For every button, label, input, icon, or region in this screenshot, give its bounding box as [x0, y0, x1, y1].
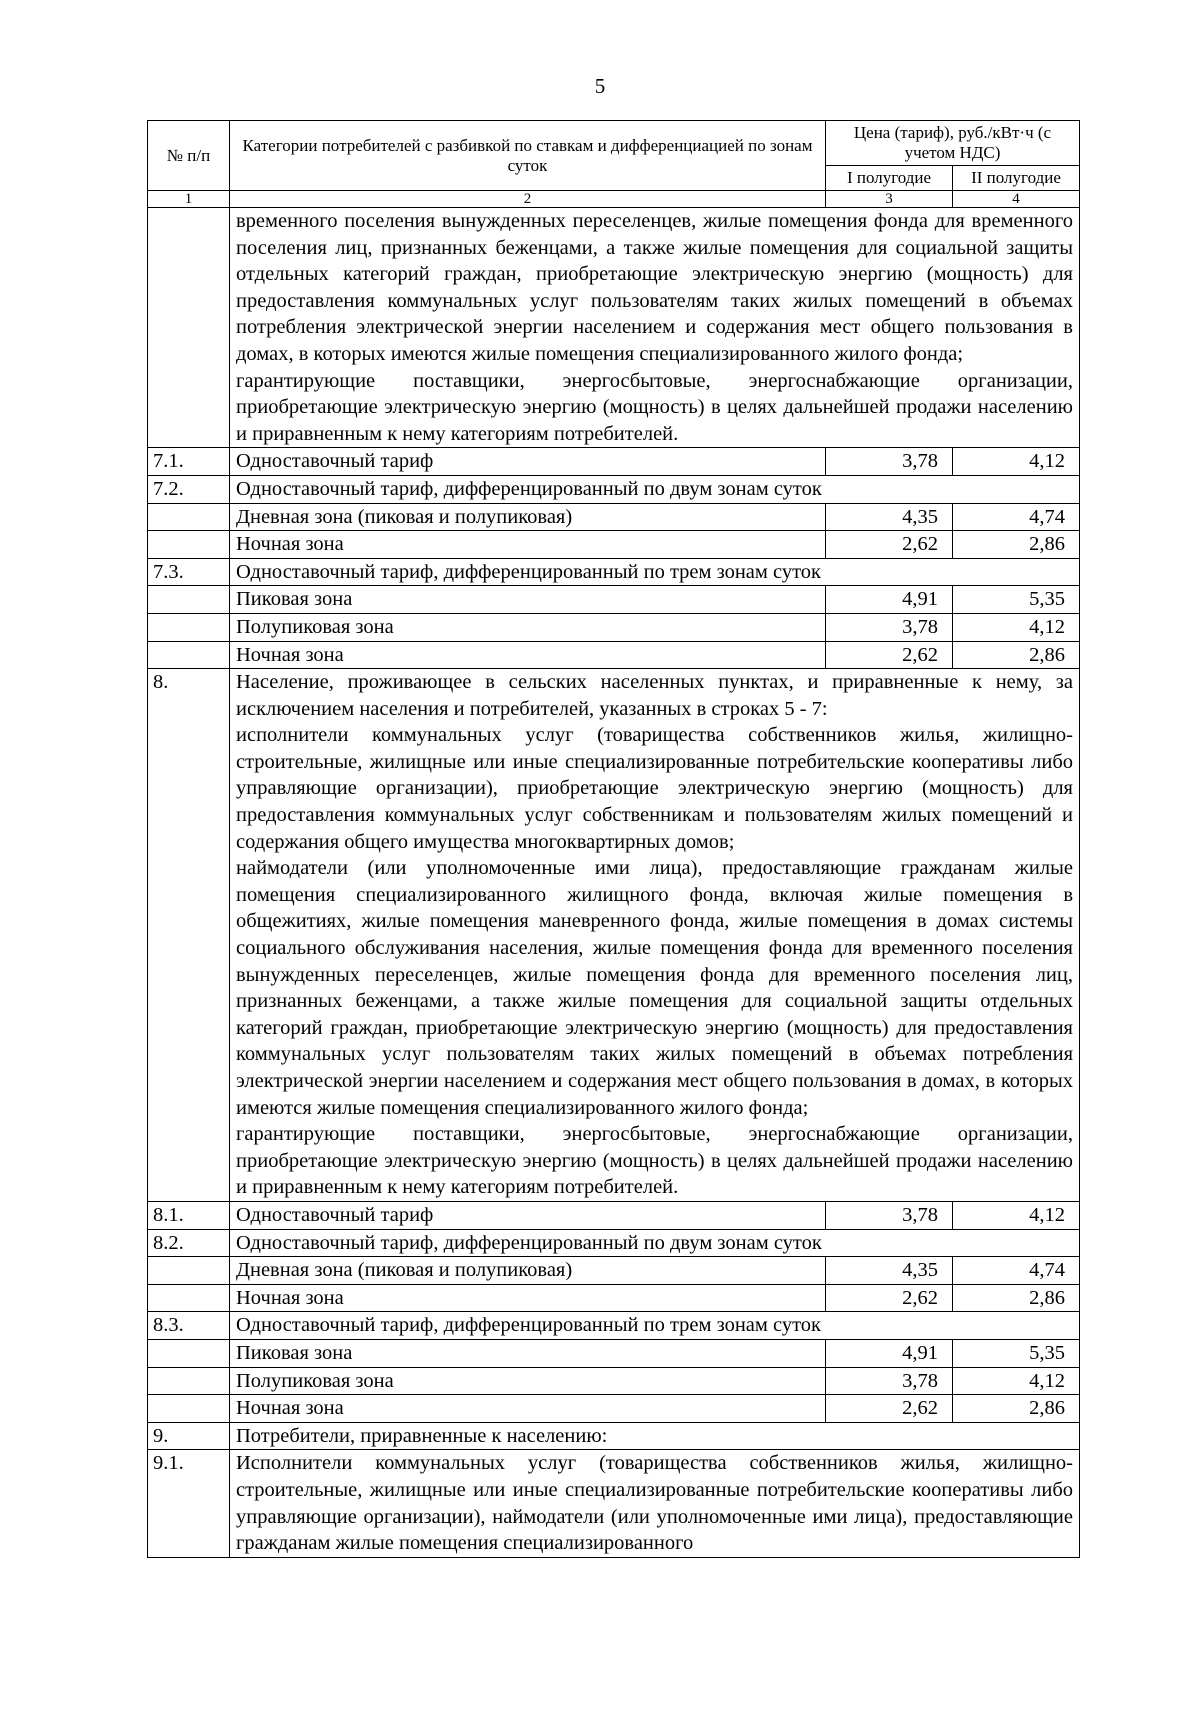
colnum-4: 4 — [953, 191, 1080, 208]
tariff-label: Дневная зона (пиковая и полупиковая) — [230, 1257, 826, 1285]
row-number: 8.2. — [148, 1229, 230, 1257]
row-number: 8.3. — [148, 1312, 230, 1340]
paragraph: гарантирующие поставщики, энергосбытовые, энергоснабжающие организации, приобретающие электрическую энергию (мощность) в целях дальнейшей продажи населению и приравненным к нему категориям потребителей. — [236, 369, 1073, 445]
price-half-1: 4,91 — [826, 1339, 953, 1367]
price-half-2: 4,74 — [953, 503, 1080, 531]
row-number — [148, 1395, 230, 1423]
table-row — [148, 1229, 1080, 1257]
category-description — [230, 669, 1080, 1202]
category-description — [230, 1450, 1080, 1557]
price-half-2: 2,86 — [953, 641, 1080, 669]
row-number — [148, 1284, 230, 1312]
tariff-label: Пиковая зона — [230, 1339, 826, 1367]
row-number — [148, 208, 230, 448]
paragraph: наймодатели (или уполномоченные ими лица), предоставляющие гражданам жилые помещения специализированного жилищного фонда, включая жилые помещения в общежитиях, жилые помещения маневренного фонда, жилые помещения в домах системы социального обслуживания населения, жилые помещения фонда для временного поселения вынужденных переселенцев, жилые помещения фонда для временного поселения лиц, признанных беженцами, а также жилые помещения для социальной защиты отдельных категорий граждан, приобретающие электрическую энергию (мощность) для предоставления коммунальных услуг пользователям таких жилых помещений в объемах потребления электрической энергии населением и содержания мест общего пользования в домах, в которых имеются жилые помещения специализированного жилого фонда; — [236, 857, 1073, 1119]
table-row — [148, 1284, 1080, 1312]
colnum-1: 1 — [148, 191, 230, 208]
table-row — [148, 208, 1080, 448]
row-number: 9.1. — [148, 1450, 230, 1557]
row-number — [148, 586, 230, 614]
row-number — [148, 1257, 230, 1285]
paragraph: Исполнители коммунальных услуг (товарищества собственников жилья, жилищно-строительные, жилищные или иные специализированные потребительские кооперативы либо управляющие организации), наймодатели (или уполномоченные ими лица), предоставляющие гражданам жилые помещения специализированного — [236, 1452, 1073, 1555]
table-row — [148, 1450, 1080, 1557]
row-number — [148, 531, 230, 559]
price-half-2: 5,35 — [953, 1339, 1080, 1367]
price-half-1: 4,35 — [826, 1257, 953, 1285]
header-price: Цена (тариф), руб./кВт·ч (с учетом НДС) — [826, 121, 1080, 166]
row-number — [148, 1339, 230, 1367]
price-half-2: 4,12 — [953, 1201, 1080, 1229]
header-half-1: I полугодие — [826, 166, 953, 191]
table-row — [148, 1257, 1080, 1285]
table-row — [148, 1312, 1080, 1340]
table-row — [148, 558, 1080, 586]
table-row — [148, 1201, 1080, 1229]
row-number: 8.1. — [148, 1201, 230, 1229]
price-half-2: 5,35 — [953, 586, 1080, 614]
tariff-label: Ночная зона — [230, 531, 826, 559]
row-number: 7.2. — [148, 475, 230, 503]
table-row — [148, 1339, 1080, 1367]
tariff-label: Ночная зона — [230, 1284, 826, 1312]
tariff-heading: Одноставочный тариф, дифференцированный по трем зонам суток — [230, 558, 1080, 586]
header-num: № п/п — [148, 121, 230, 191]
price-half-2: 4,12 — [953, 613, 1080, 641]
row-number: 7.3. — [148, 558, 230, 586]
price-half-2: 4,12 — [953, 1367, 1080, 1395]
table-row — [148, 531, 1080, 559]
table-row — [148, 1422, 1080, 1450]
row-number — [148, 641, 230, 669]
row-number: 7.1. — [148, 448, 230, 476]
table-row — [148, 613, 1080, 641]
row-number — [148, 1367, 230, 1395]
tariff-heading: Одноставочный тариф, дифференцированный по трем зонам суток — [230, 1312, 1080, 1340]
colnum-3: 3 — [826, 191, 953, 208]
tariff-heading: Потребители, приравненные к населению: — [230, 1422, 1080, 1450]
tariff-heading: Одноставочный тариф, дифференцированный по двум зонам суток — [230, 1229, 1080, 1257]
price-half-1: 4,35 — [826, 503, 953, 531]
row-number — [148, 503, 230, 531]
category-description — [230, 208, 1080, 448]
table-row — [148, 475, 1080, 503]
price-half-1: 3,78 — [826, 613, 953, 641]
tariff-label: Одноставочный тариф — [230, 448, 826, 476]
paragraph: гарантирующие поставщики, энергосбытовые, энергоснабжающие организации, приобретающие электрическую энергию (мощность) в целях дальнейшей продажи населению и приравненным к нему категориям потребителей. — [236, 1123, 1073, 1199]
tariff-label: Полупиковая зона — [230, 1367, 826, 1395]
row-number: 8. — [148, 669, 230, 1202]
table-row — [148, 641, 1080, 669]
tariff-label: Дневная зона (пиковая и полупиковая) — [230, 503, 826, 531]
header-half-2: II полугодие — [953, 166, 1080, 191]
tariff-label: Ночная зона — [230, 1395, 826, 1423]
table-row — [148, 1367, 1080, 1395]
paragraph: исполнители коммунальных услуг (товарищества собственников жилья, жилищно-строительные, жилищные или иные специализированные потребительские кооперативы либо управляющие организации), приобретающие электрическую энергию (мощность) для предоставления коммунальных услуг собственникам и пользователям жилых помещений и содержания общего имущества многоквартирных домов; — [236, 724, 1073, 853]
tariff-label: Ночная зона — [230, 641, 826, 669]
price-half-2: 4,12 — [953, 448, 1080, 476]
price-half-1: 3,78 — [826, 1201, 953, 1229]
price-half-2: 4,74 — [953, 1257, 1080, 1285]
tariff-label: Пиковая зона — [230, 586, 826, 614]
paragraph: временного поселения вынужденных переселенцев, жилые помещения фонда для временного поселения лиц, признанных беженцами, а также жилые помещения для социальной защиты отдельных категорий граждан, приобретающие электрическую энергию (мощность) для предоставления коммунальных услуг пользователям таких жилых помещений в объемах потребления электрической энергии населением и содержания мест общего пользования в домах, в которых имеются жилые помещения специализированного жилого фонда; — [236, 210, 1073, 365]
table-row — [148, 586, 1080, 614]
row-number: 9. — [148, 1422, 230, 1450]
price-half-2: 2,86 — [953, 1284, 1080, 1312]
price-half-1: 3,78 — [826, 448, 953, 476]
tariff-label: Одноставочный тариф — [230, 1201, 826, 1229]
price-half-2: 2,86 — [953, 1395, 1080, 1423]
tariff-heading: Одноставочный тариф, дифференцированный по двум зонам суток — [230, 475, 1080, 503]
price-half-1: 2,62 — [826, 1395, 953, 1423]
table-row — [148, 669, 1080, 1202]
price-half-2: 2,86 — [953, 531, 1080, 559]
table-row — [148, 503, 1080, 531]
page-number: 5 — [594, 74, 606, 98]
price-half-1: 2,62 — [826, 531, 953, 559]
table-row — [148, 448, 1080, 476]
colnum-2: 2 — [230, 191, 826, 208]
tariff-label: Полупиковая зона — [230, 613, 826, 641]
price-half-1: 2,62 — [826, 641, 953, 669]
table-body — [148, 208, 1080, 1558]
table-row — [148, 1395, 1080, 1423]
price-half-1: 2,62 — [826, 1284, 953, 1312]
tariff-table — [147, 120, 1080, 1558]
header-category: Категории потребителей с разбивкой по ставкам и дифференциацией по зонам суток — [230, 121, 826, 191]
paragraph: Население, проживающее в сельских населенных пунктах, и приравненные к нему, за исключением населения и потребителей, указанных в строках 5 - 7: — [236, 671, 1073, 720]
row-number — [148, 613, 230, 641]
price-half-1: 3,78 — [826, 1367, 953, 1395]
price-half-1: 4,91 — [826, 586, 953, 614]
